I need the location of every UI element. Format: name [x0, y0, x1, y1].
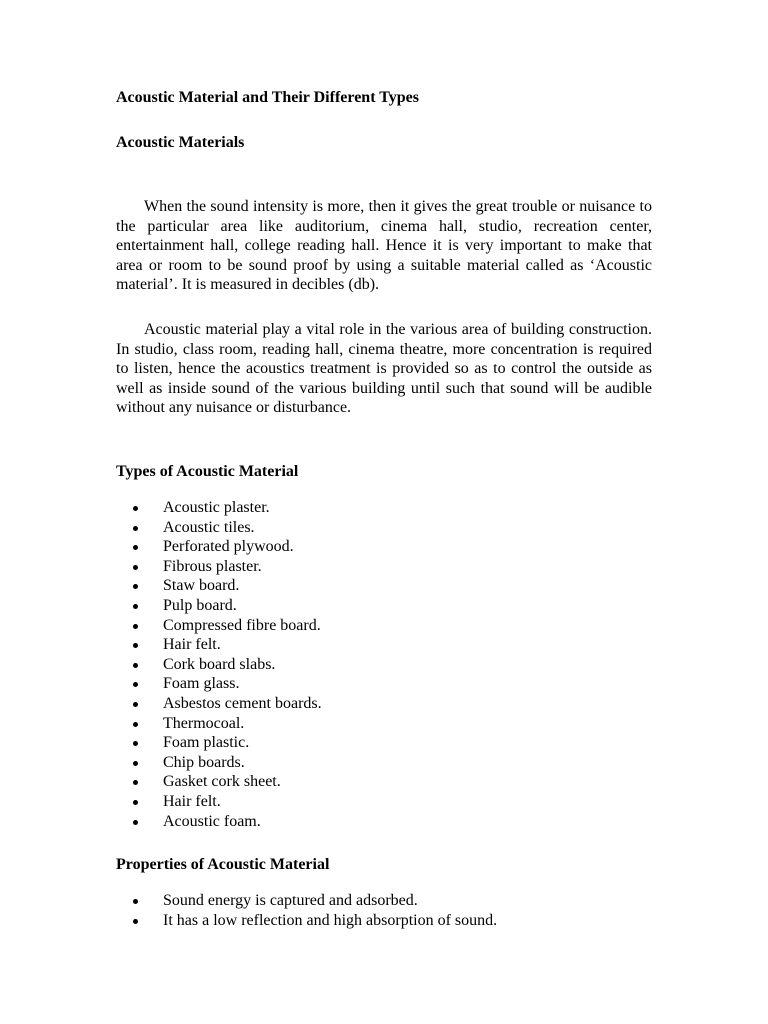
bullet-icon [133, 820, 138, 825]
bullet-icon [133, 899, 138, 904]
bullet-icon [133, 565, 138, 570]
list-item: Gasket cork sheet. [116, 772, 322, 792]
types-list [116, 498, 322, 831]
list-item: Perforated plywood. [116, 537, 322, 557]
list-item: Asbestos cement boards. [116, 694, 322, 714]
list-item: Acoustic foam. [116, 812, 322, 832]
section-heading-types: Types of Acoustic Material [116, 463, 299, 480]
list-item: It has a low reflection and high absorption of sound. [116, 911, 497, 931]
section-heading-acoustic-materials: Acoustic Materials [116, 134, 245, 151]
bullet-icon [133, 584, 138, 589]
bullet-icon [133, 919, 138, 924]
list-item: Hair felt. [116, 635, 322, 655]
list-item: Cork board slabs. [116, 655, 322, 675]
list-item: Hair felt. [116, 792, 322, 812]
section-heading-properties: Properties of Acoustic Material [116, 856, 330, 873]
list-item: Staw board. [116, 576, 322, 596]
properties-list [116, 891, 497, 930]
bullet-icon [133, 526, 138, 531]
bullet-icon [133, 643, 138, 648]
document-title: Acoustic Material and Their Different Types [116, 89, 419, 106]
list-item: Compressed fibre board. [116, 616, 322, 636]
list-item: Acoustic plaster. [116, 498, 322, 518]
bullet-icon [133, 780, 138, 785]
bullet-icon [133, 506, 138, 511]
bullet-icon [133, 702, 138, 707]
bullet-icon [133, 545, 138, 550]
bullet-icon [133, 722, 138, 727]
bullet-icon [133, 604, 138, 609]
list-item: Acoustic tiles. [116, 518, 322, 538]
bullet-icon [133, 800, 138, 805]
bullet-icon [133, 761, 138, 766]
list-item: Thermocoal. [116, 714, 322, 734]
paragraph-role: Acoustic material play a vital role in the various area of building construction. In studio, class room, reading hall, cinema theatre, more concentration is required to listen, hence the acoustics treatment is provided so as to control the outside as well as inside sound of the various building until such that sound will be audible without any nuisance or disturbance. [116, 321, 652, 417]
list-item: Foam plastic. [116, 733, 322, 753]
list-item: Pulp board. [116, 596, 322, 616]
bullet-icon [133, 741, 138, 746]
list-item: Sound energy is captured and adsorbed. [116, 891, 497, 911]
list-item: Chip boards. [116, 753, 322, 773]
bullet-icon [133, 663, 138, 668]
bullet-icon [133, 624, 138, 629]
bullet-icon [133, 682, 138, 687]
list-item: Foam glass. [116, 674, 322, 694]
list-item: Fibrous plaster. [116, 557, 322, 577]
paragraph-intro: When the sound intensity is more, then it gives the great trouble or nuisance to the particular area like auditorium, cinema hall, studio, recreation center, entertainment hall, college reading hall. Hence it is very important to make that area or room to be sound proof by using a suitable material called as ‘Acoustic material’. It is measured in decibles (db). [116, 198, 652, 294]
